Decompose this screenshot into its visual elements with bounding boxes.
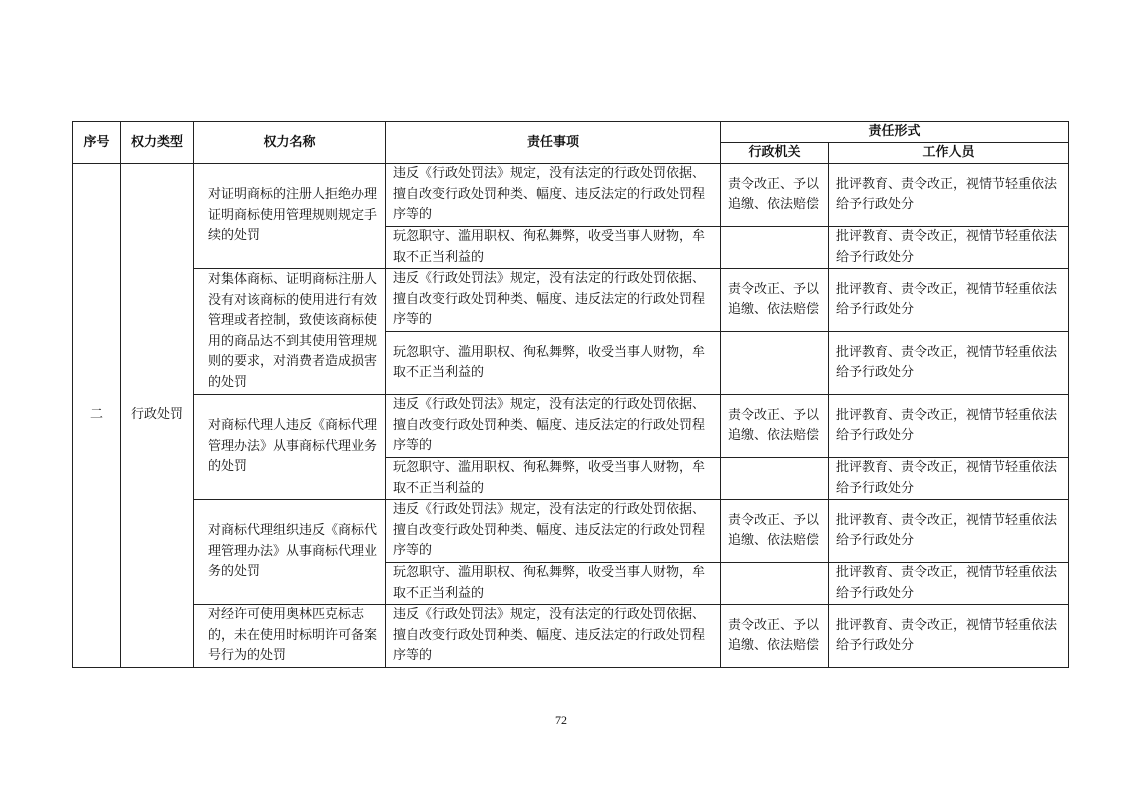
agency-cell: 责令改正、予以追缴、依法赔偿: [721, 395, 829, 458]
header-agency: 行政机关: [721, 143, 829, 164]
agency-cell: 责令改正、予以追缴、依法赔偿: [721, 164, 829, 227]
responsibility-table: [72, 121, 1069, 668]
power-name-cell: 对经许可使用奥林匹克标志的，未在使用时标明许可备案号行为的处罚: [194, 605, 386, 668]
matter-cell: 违反《行政处罚法》规定，没有法定的行政处罚依据、擅自改变行政处罚种类、幅度、违反法定的行政处罚程序等的: [386, 164, 721, 227]
staff-cell: 批评教育、责令改正，视情节轻重依法给予行政处分: [829, 227, 1069, 269]
page-number: 72: [555, 713, 567, 727]
agency-cell: [721, 332, 829, 395]
matter-cell: 玩忽职守、滥用职权、徇私舞弊，收受当事人财物，牟取不正当利益的: [386, 227, 721, 269]
matter-cell: 违反《行政处罚法》规定，没有法定的行政处罚依据、擅自改变行政处罚种类、幅度、违反法定的行政处罚程序等的: [386, 269, 721, 332]
table-row: [73, 164, 1069, 227]
header-power-name: 权力名称: [194, 122, 386, 164]
matter-cell: 玩忽职守、滥用职权、徇私舞弊，收受当事人财物，牟取不正当利益的: [386, 332, 721, 395]
power-name-cell: 对商标代理人违反《商标代理管理办法》从事商标代理业务的处罚: [194, 395, 386, 500]
staff-cell: 批评教育、责令改正，视情节轻重依法给予行政处分: [829, 605, 1069, 668]
header-seq: 序号: [73, 122, 121, 164]
table-row: [73, 269, 1069, 332]
header-responsibility-matters: 责任事项: [386, 122, 721, 164]
power-type-cell: 行政处罚: [121, 164, 194, 668]
matter-cell: 玩忽职守、滥用职权、徇私舞弊，收受当事人财物，牟取不正当利益的: [386, 458, 721, 500]
staff-cell: 批评教育、责令改正，视情节轻重依法给予行政处分: [829, 500, 1069, 563]
staff-cell: 批评教育、责令改正，视情节轻重依法给予行政处分: [829, 332, 1069, 395]
matter-cell: 玩忽职守、滥用职权、徇私舞弊，收受当事人财物，牟取不正当利益的: [386, 563, 721, 605]
table-row: [73, 395, 1069, 458]
staff-cell: 批评教育、责令改正，视情节轻重依法给予行政处分: [829, 563, 1069, 605]
header-power-type: 权力类型: [121, 122, 194, 164]
matter-cell: 违反《行政处罚法》规定，没有法定的行政处罚依据、擅自改变行政处罚种类、幅度、违反法定的行政处罚程序等的: [386, 395, 721, 458]
matter-cell: 违反《行政处罚法》规定，没有法定的行政处罚依据、擅自改变行政处罚种类、幅度、违反法定的行政处罚程序等的: [386, 605, 721, 668]
header-responsibility-form: 责任形式: [721, 122, 1069, 143]
agency-cell: 责令改正、予以追缴、依法赔偿: [721, 605, 829, 668]
agency-cell: 责令改正、予以追缴、依法赔偿: [721, 269, 829, 332]
table-row: [73, 605, 1069, 668]
agency-cell: [721, 458, 829, 500]
staff-cell: 批评教育、责令改正，视情节轻重依法给予行政处分: [829, 164, 1069, 227]
power-name-cell: 对集体商标、证明商标注册人没有对该商标的使用进行有效管理或者控制，致使该商标使用的商品达不到其使用管理规则的要求，对消费者造成损害的处罚: [194, 269, 386, 395]
staff-cell: 批评教育、责令改正，视情节轻重依法给予行政处分: [829, 269, 1069, 332]
table-row: [73, 500, 1069, 563]
agency-cell: [721, 227, 829, 269]
power-name-cell: 对商标代理组织违反《商标代理管理办法》从事商标代理业务的处罚: [194, 500, 386, 605]
seq-cell: 二: [73, 164, 121, 668]
agency-cell: 责令改正、予以追缴、依法赔偿: [721, 500, 829, 563]
power-name-cell: 对证明商标的注册人拒绝办理证明商标使用管理规则规定手续的处罚: [194, 164, 386, 269]
matter-cell: 违反《行政处罚法》规定，没有法定的行政处罚依据、擅自改变行政处罚种类、幅度、违反法定的行政处罚程序等的: [386, 500, 721, 563]
agency-cell: [721, 563, 829, 605]
staff-cell: 批评教育、责令改正，视情节轻重依法给予行政处分: [829, 395, 1069, 458]
header-staff: 工作人员: [829, 143, 1069, 164]
staff-cell: 批评教育、责令改正，视情节轻重依法给予行政处分: [829, 458, 1069, 500]
